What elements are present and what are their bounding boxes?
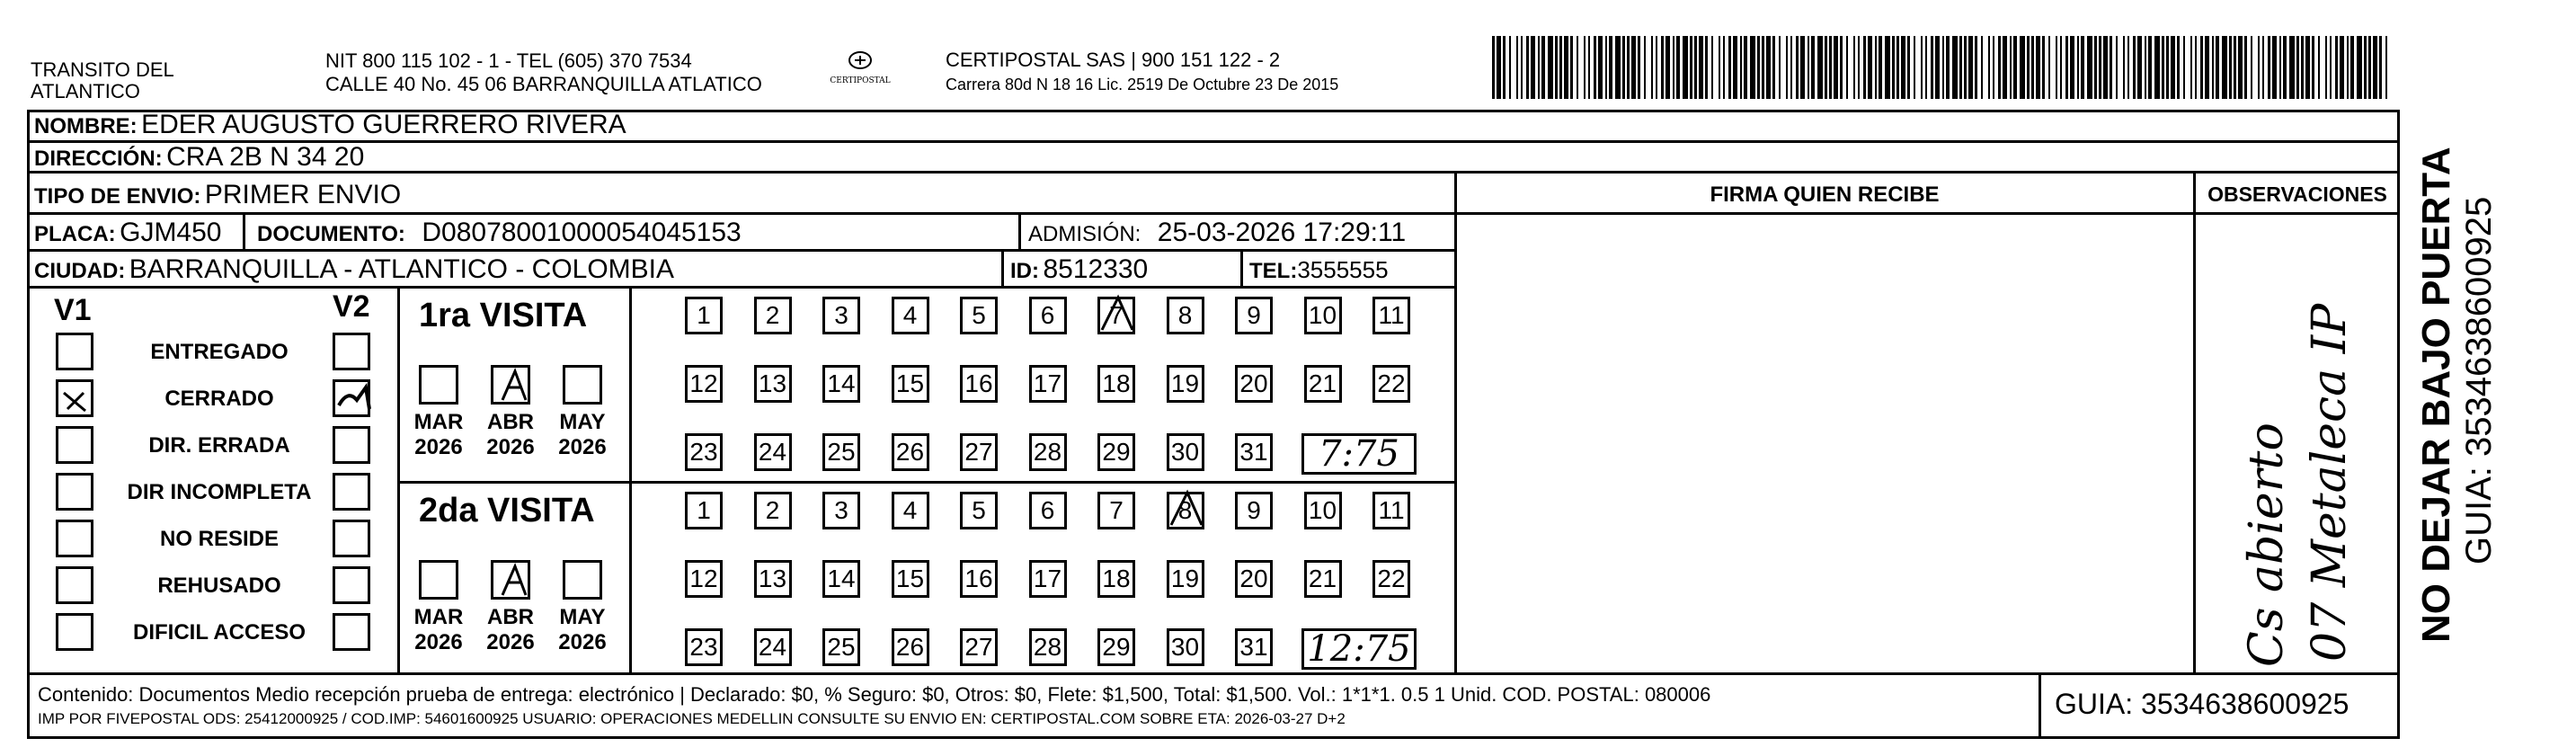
day-box[interactable]: 26	[892, 433, 929, 471]
month-label: ABR 2026	[486, 410, 535, 459]
footer-contenido: Contenido: Documentos Medio recepción prueba de entrega: electrónico | Declarado: $0, % Seguro: $0, Otros: $0, Flete: $1,500, Total: $1,500. Vol.: 1*1*1. 0.5 1 Unid. COD. POSTAL: 080006	[38, 683, 1711, 706]
courier-logo-icon	[847, 50, 874, 72]
day-box[interactable]: 4	[892, 492, 929, 529]
day-box[interactable]: 13	[754, 365, 792, 403]
month-checkbox[interactable]	[419, 365, 458, 405]
observaciones-header: OBSERVACIONES	[2207, 182, 2387, 206]
day-box[interactable]: 18	[1097, 365, 1135, 403]
v2-checkbox[interactable]	[333, 379, 370, 417]
day-box[interactable]: 3	[822, 492, 860, 529]
day-box[interactable]: 21	[1304, 365, 1342, 403]
ciudad-label: CIUDAD:	[34, 259, 126, 283]
day-box[interactable]: 31	[1235, 433, 1273, 471]
day-box[interactable]: 11	[1372, 297, 1410, 334]
visit-time-box[interactable]	[1301, 433, 1417, 475]
day-box[interactable]: 11	[1372, 492, 1410, 529]
day-box[interactable]: 20	[1235, 365, 1273, 403]
direccion-row	[34, 142, 364, 173]
day-box[interactable]: 1	[685, 492, 723, 529]
v2-checkbox[interactable]	[333, 613, 370, 651]
day-box[interactable]: 27	[960, 433, 998, 471]
month-label: MAY 2026	[558, 605, 607, 654]
v1-checkbox[interactable]	[56, 379, 93, 417]
courier-logo-text: CERTIPOSTAL	[830, 76, 891, 85]
v2-checkbox[interactable]	[333, 566, 370, 604]
day-box[interactable]: 14	[822, 560, 860, 598]
issuer-nit: NIT 800 115 102 - 1 - TEL (605) 370 7534	[325, 49, 692, 72]
month-checkbox[interactable]	[563, 365, 602, 405]
v2-checkbox[interactable]	[333, 426, 370, 464]
day-box[interactable]: 2	[754, 492, 792, 529]
day-box[interactable]: 28	[1029, 628, 1067, 666]
day-box[interactable]: 12	[685, 560, 723, 598]
day-box[interactable]: 10	[1304, 297, 1342, 334]
side-guia: GUIA: 3534638600925	[2459, 196, 2499, 565]
tipo-label: TIPO DE ENVIO:	[34, 184, 201, 209]
day-box[interactable]: 6	[1029, 492, 1067, 529]
firma-header: FIRMA QUIEN RECIBE	[1710, 182, 1940, 207]
day-box[interactable]: 31	[1235, 628, 1273, 666]
day-box[interactable]: 8	[1167, 492, 1204, 529]
ciudad-cell	[34, 254, 674, 285]
day-box[interactable]: 25	[822, 433, 860, 471]
day-box[interactable]: 3	[822, 297, 860, 334]
admision-value: 25-03-2026 17:29:11	[1157, 218, 1407, 247]
day-box[interactable]: 22	[1372, 365, 1410, 403]
day-box[interactable]: 13	[754, 560, 792, 598]
tel-label: TEL:	[1249, 259, 1298, 283]
day-box[interactable]: 21	[1304, 560, 1342, 598]
visit-time-box[interactable]	[1301, 628, 1417, 670]
day-box[interactable]: 22	[1372, 560, 1410, 598]
day-box[interactable]: 17	[1029, 560, 1067, 598]
day-box[interactable]: 18	[1097, 560, 1135, 598]
day-box[interactable]: 9	[1235, 492, 1273, 529]
day-box[interactable]: 14	[822, 365, 860, 403]
footer-guia: GUIA: 3534638600925	[2055, 688, 2349, 720]
day-box[interactable]: 5	[960, 492, 998, 529]
month-checkbox[interactable]	[491, 365, 530, 405]
visit-time: 12:75	[1307, 628, 1411, 670]
nombre-row	[34, 110, 626, 140]
month-label: MAR 2026	[413, 410, 464, 459]
day-box[interactable]: 24	[754, 628, 792, 666]
documento-value: D08078001000054045153	[422, 218, 742, 247]
day-box[interactable]: 6	[1029, 297, 1067, 334]
day-box[interactable]: 4	[892, 297, 929, 334]
day-box[interactable]: 15	[892, 560, 929, 598]
day-box[interactable]: 19	[1167, 365, 1204, 403]
day-box[interactable]: 8	[1167, 297, 1204, 334]
day-box[interactable]: 12	[685, 365, 723, 403]
status-label: DIFICIL ACCESO	[132, 620, 306, 645]
day-box[interactable]: 20	[1235, 560, 1273, 598]
status-label: CERRADO	[164, 387, 274, 411]
tipo-value: PRIMER ENVIO	[204, 180, 402, 209]
day-box[interactable]: 16	[960, 365, 998, 403]
v1-header: V1	[54, 293, 92, 327]
placa-cell	[34, 218, 222, 248]
visit-title: 1ra VISITA	[419, 297, 588, 334]
day-box[interactable]: 10	[1304, 492, 1342, 529]
issuer-name: TRANSITO DEL ATLANTICO	[31, 58, 173, 102]
tel-value: 3555555	[1297, 256, 1389, 283]
month-checkbox[interactable]	[563, 560, 602, 600]
month-checkbox[interactable]	[419, 560, 458, 600]
v1-checkbox[interactable]	[56, 333, 93, 370]
v1-checkbox[interactable]	[56, 426, 93, 464]
placa-value: GJM450	[120, 218, 222, 247]
observaciones-handwritten-1: Cs abierto	[2240, 422, 2294, 667]
placa-label: PLACA:	[34, 222, 116, 246]
v1-checkbox[interactable]	[56, 473, 93, 511]
day-box[interactable]: 30	[1167, 628, 1204, 666]
footer-imp: IMP POR FIVEPOSTAL ODS: 25412000925 / COD.IMP: 54601600925 USUARIO: OPERACIONES MEDELLIN CONSULTE SU ENVIO EN: CERTIPOSTAL.COM SOBRE ETA: 2026-03-27 D+2	[38, 710, 1346, 727]
courier-name: CERTIPOSTAL SAS | 900 151 122 - 2	[946, 49, 1281, 71]
status-label: NO RESIDE	[159, 527, 280, 551]
day-box[interactable]: 26	[892, 628, 929, 666]
status-label: DIR. ERRADA	[148, 433, 290, 458]
day-box[interactable]: 25	[822, 628, 860, 666]
day-box[interactable]: 17	[1029, 365, 1067, 403]
id-value: 8512330	[1043, 254, 1149, 284]
observaciones-handwritten-2: 07 Metaleca IP	[2303, 303, 2357, 662]
visit-title: 2da VISITA	[419, 492, 595, 529]
day-box[interactable]: 7	[1097, 492, 1135, 529]
day-box[interactable]: 19	[1167, 560, 1204, 598]
visit-time: 7:75	[1319, 433, 1399, 475]
v2-checkbox[interactable]	[333, 520, 370, 557]
direccion-label: DIRECCIÓN:	[34, 147, 163, 171]
id-label: ID:	[1010, 259, 1039, 283]
day-box[interactable]: 28	[1029, 433, 1067, 471]
v2-checkbox[interactable]	[333, 473, 370, 511]
day-box[interactable]: 15	[892, 365, 929, 403]
day-box[interactable]: 5	[960, 297, 998, 334]
status-label: REHUSADO	[157, 574, 281, 598]
day-box[interactable]: 23	[685, 433, 723, 471]
day-box[interactable]: 7	[1097, 297, 1135, 334]
nombre-value: EDER AUGUSTO GUERRERO RIVERA	[141, 110, 626, 139]
month-checkbox[interactable]	[491, 560, 530, 600]
day-box[interactable]: 30	[1167, 433, 1204, 471]
direccion-value: CRA 2B N 34 20	[166, 142, 365, 172]
v2-header: V2	[333, 289, 370, 324]
courier-license: Carrera 80d N 18 16 Lic. 2519 De Octubre 23 De 2015	[946, 76, 1339, 93]
no-dejar-warning: NO DEJAR BAJO PUERTA	[2414, 147, 2458, 643]
status-label: DIR INCOMPLETA	[127, 480, 312, 504]
day-box[interactable]: 29	[1097, 433, 1135, 471]
ciudad-value: BARRANQUILLA - ATLANTICO - COLOMBIA	[129, 254, 675, 284]
day-box[interactable]: 29	[1097, 628, 1135, 666]
month-label: ABR 2026	[486, 605, 535, 654]
v1-checkbox[interactable]	[56, 613, 93, 651]
status-label: ENTREGADO	[150, 340, 289, 364]
id-cell	[1010, 254, 1148, 285]
day-box[interactable]: 16	[960, 560, 998, 598]
v2-checkbox[interactable]	[333, 333, 370, 370]
admision-cell	[1028, 218, 1406, 248]
tipo-row	[34, 180, 401, 210]
month-label: MAR 2026	[413, 605, 464, 654]
day-box[interactable]: 24	[754, 433, 792, 471]
month-label: MAY 2026	[558, 410, 607, 459]
documento-cell	[257, 218, 742, 248]
courier-logo	[829, 50, 892, 85]
day-box[interactable]: 1	[685, 297, 723, 334]
day-box[interactable]: 23	[685, 628, 723, 666]
tel-cell	[1249, 256, 1389, 284]
v1-checkbox[interactable]	[56, 520, 93, 557]
documento-label: DOCUMENTO:	[257, 222, 405, 246]
admision-label: ADMISIÓN:	[1028, 222, 1141, 246]
day-box[interactable]: 2	[754, 297, 792, 334]
issuer-address: CALLE 40 No. 45 06 BARRANQUILLA ATLATICO	[325, 73, 762, 95]
day-box[interactable]: 27	[960, 628, 998, 666]
day-box[interactable]: 9	[1235, 297, 1273, 334]
v1-checkbox[interactable]	[56, 566, 93, 604]
nombre-label: NOMBRE:	[34, 114, 138, 138]
barcode	[1492, 36, 2391, 99]
